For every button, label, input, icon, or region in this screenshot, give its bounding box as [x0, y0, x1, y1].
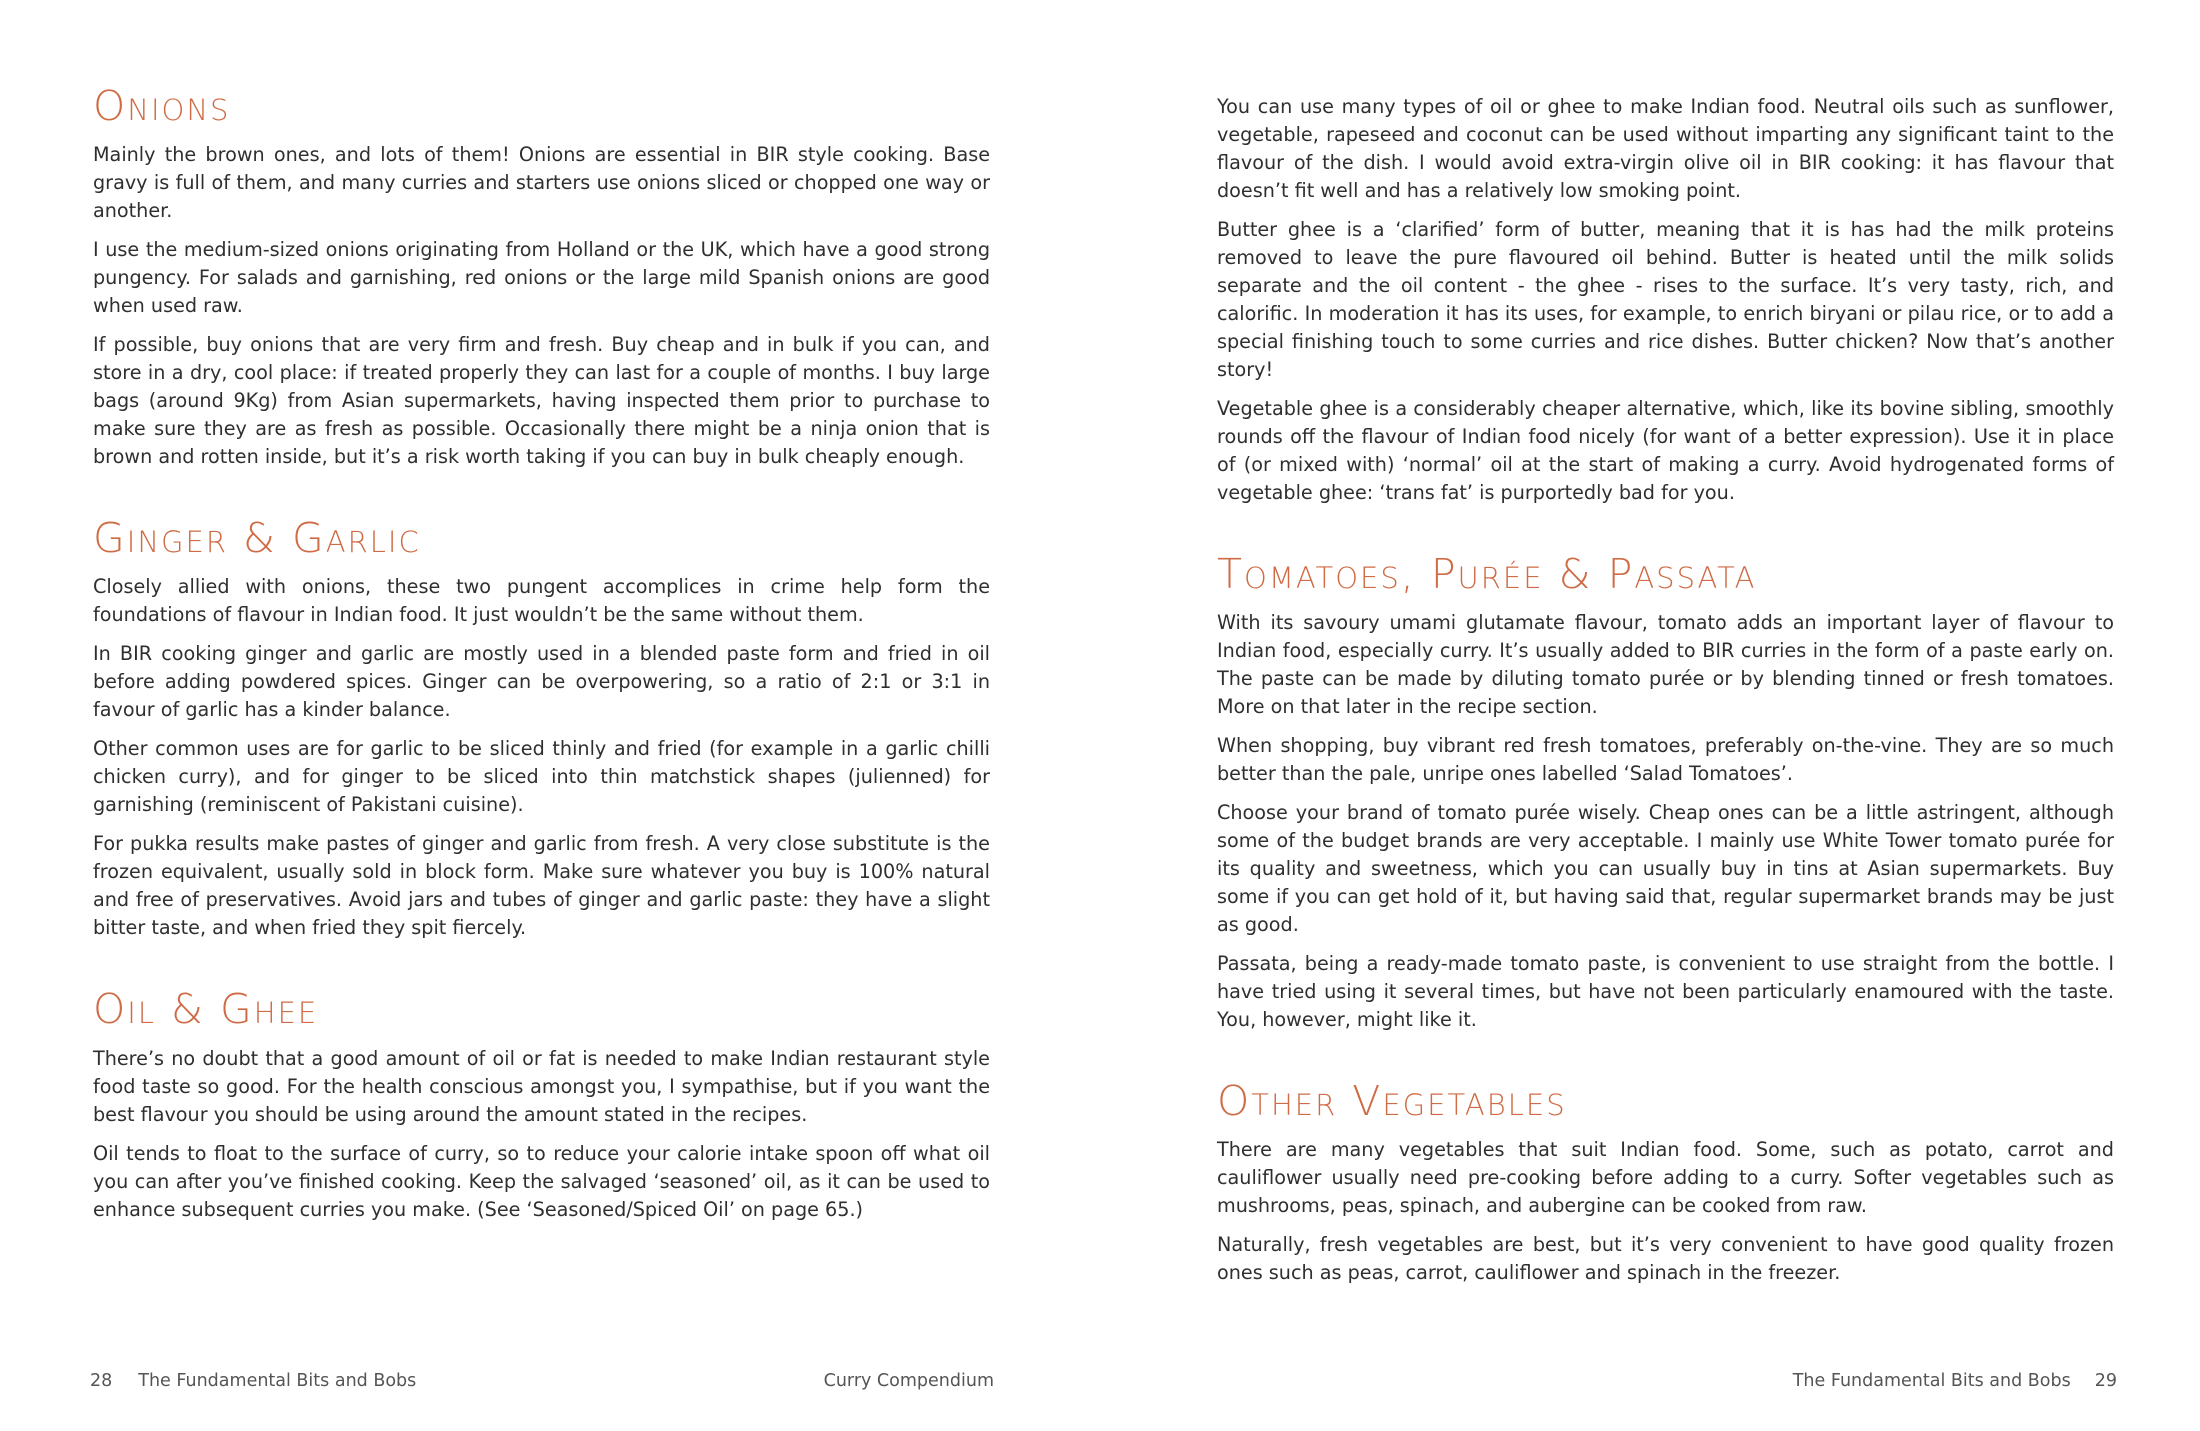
section-other-vegetables [1217, 1077, 2114, 1287]
chapter-title: The Fundamental Bits and Bobs [138, 1371, 417, 1391]
page-number: 29 [2094, 1371, 2117, 1391]
paragraph: If possible, buy onions that are very firm and fresh. Buy cheap and in bulk if you can, and store in a dry, cool place: if treated properly they can last for a couple of months. I buy large bags (around 9Kg) from Asian supermarkets, having inspected them prior to purchase to make sure they are as fresh as possible. Occasionally there might be a ninja onion that is brown and rotten inside, but it’s a risk worth taking if you can buy in bulk cheaply enough. [93, 333, 990, 469]
section-heading: Onions [93, 82, 231, 130]
footer-right-group [1793, 1370, 2117, 1392]
paragraph: In BIR cooking ginger and garlic are mostly used in a blended paste form and fried in oil before adding powdered spices. Ginger can be overpowering, so a ratio of 2:1 or 3:1 in favour of garlic has a kinder balance. [93, 642, 990, 722]
paragraph: With its savoury umami glutamate flavour, tomato adds an important layer of flavour to Indian food, especially curry. It’s usually added to BIR curries in the form of a paste early on. The paste can be made by diluting tomato purée or by blending tinned or fresh tomatoes. More on that later in the recipe section. [1217, 611, 2114, 719]
chapter-title: The Fundamental Bits and Bobs [1792, 1371, 2071, 1391]
paragraph: There’s no doubt that a good amount of oil or fat is needed to make Indian restaurant style food taste so good. For the health conscious amongst you, I sympathise, but if you want the best flavour you should be using around the amount stated in the recipes. [93, 1046, 990, 1126]
section-oil-ghee [93, 985, 990, 1223]
page-number: 28 [90, 1371, 113, 1391]
paragraph: Other common uses are for garlic to be sliced thinly and fried (for example in a garlic chilli chicken curry), and for ginger to be sliced into thin matchstick shapes (julienned) for garnishing (reminiscent of Pakistani cuisine). [93, 737, 990, 817]
paragraph: Choose your brand of tomato purée wisely. Cheap ones can be a little astringent, although some of the budget brands are very acceptable. I mainly use White Tower tomato purée for its quality and sweetness, which you can usually buy in tins at Asian supermarkets. Buy some if you can get hold of it, but having said that, regular supermarket brands may be just as good. [1217, 801, 2114, 937]
book-title: Curry Compendium [823, 1371, 994, 1391]
left-page-column [93, 82, 990, 1267]
right-page-column [1217, 93, 2114, 1330]
left-page-footer [90, 1370, 994, 1392]
paragraph: When shopping, buy vibrant red fresh tomatoes, preferably on-the-vine. They are so much better than the pale, unripe ones labelled ‘Salad Tomatoes’. [1217, 734, 2114, 786]
paragraph: I use the medium-sized onions originating from Holland or the UK, which have a good strong pungency. For salads and garnishing, red onions or the large mild Spanish onions are good when used raw. [93, 238, 990, 318]
paragraph: Oil tends to float to the surface of curry, so to reduce your calorie intake spoon off what oil you can after you’ve finished cooking. Keep the salvaged ‘seasoned’ oil, as it can be used to enhance subsequent curries you make. (See ‘Seasoned/Spiced Oil’ on page 65.) [93, 1141, 990, 1221]
section-heading: Tomatoes, Purée & Passata [1217, 550, 1757, 598]
section-heading: Oil & Ghee [93, 985, 319, 1034]
section-heading: Other Vegetables [1217, 1077, 1567, 1126]
paragraph: For pukka results make pastes of ginger and garlic from fresh. A very close substitute is the frozen equivalent, usually sold in block form. Make sure whatever you buy is 100% natural and free of preservatives. Avoid jars and tubes of ginger and garlic paste: they have a slight bitter taste, and when fried they spit fiercely. [93, 832, 990, 940]
paragraph: There are many vegetables that suit Indian food. Some, such as potato, carrot and cauliflower usually need pre-cooking before adding to a curry. Softer vegetables such as mushrooms, peas, spinach, and aubergine can be cooked from raw. [1217, 1138, 2114, 1218]
paragraph: Mainly the brown ones, and lots of them! Onions are essential in BIR style cooking. Base gravy is full of them, and many curries and starters use onions sliced or chopped one way or another. [93, 143, 990, 223]
section-onions [93, 82, 990, 471]
paragraph: Closely allied with onions, these two pungent accomplices in crime help form the foundations of flavour in Indian food. It just wouldn’t be the same without them. [93, 575, 990, 627]
section-ginger-garlic [93, 514, 990, 942]
section-tomatoes [1217, 550, 2114, 1034]
paragraph: Passata, being a ready-made tomato paste, is convenient to use straight from the bottle. I have tried using it several times, but have not been particularly enamoured with the taste. You, however, might like it. [1217, 952, 2114, 1032]
paragraph: Vegetable ghee is a considerably cheaper alternative, which, like its bovine sibling, smoothly rounds off the flavour of Indian food nicely (for want of a better expression). Use it in place of (or mixed with) ‘normal’ oil at the start of making a curry. Avoid hydrogenated forms of vegetable ghee: ‘trans fat’ is purportedly bad for you. [1217, 397, 2114, 504]
section-oil-ghee-continued [1217, 93, 2114, 507]
right-page [1100, 0, 2200, 1431]
paragraph: Butter ghee is a ‘clarified’ form of butter, meaning that it is has had the milk proteins removed to leave the pure flavoured oil behind. Butter is heated until the milk solids separate and the oil content - the ghee - rises to the surface. It’s very tasty, rich, and calorific. In moderation it has its uses, for example, to enrich biryani or pilau rice, or to add a special finishing touch to some curries and rice dishes. Butter chicken? Now that’s another story! [1217, 218, 2114, 381]
paragraph: You can use many types of oil or ghee to make Indian food. Neutral oils such as sunflower, vegetable, rapeseed and coconut can be used without imparting any significant taint to the flavour of the dish. I would avoid extra-virgin olive oil in BIR cooking: it has flavour that doesn’t fit well and has a relatively low smoking point. [1217, 95, 2114, 202]
paragraph: Naturally, fresh vegetables are best, but it’s very convenient to have good quality frozen ones such as peas, carrot, cauliflower and spinach in the freezer. [1217, 1233, 2114, 1285]
section-heading: Ginger & Garlic [93, 514, 421, 563]
